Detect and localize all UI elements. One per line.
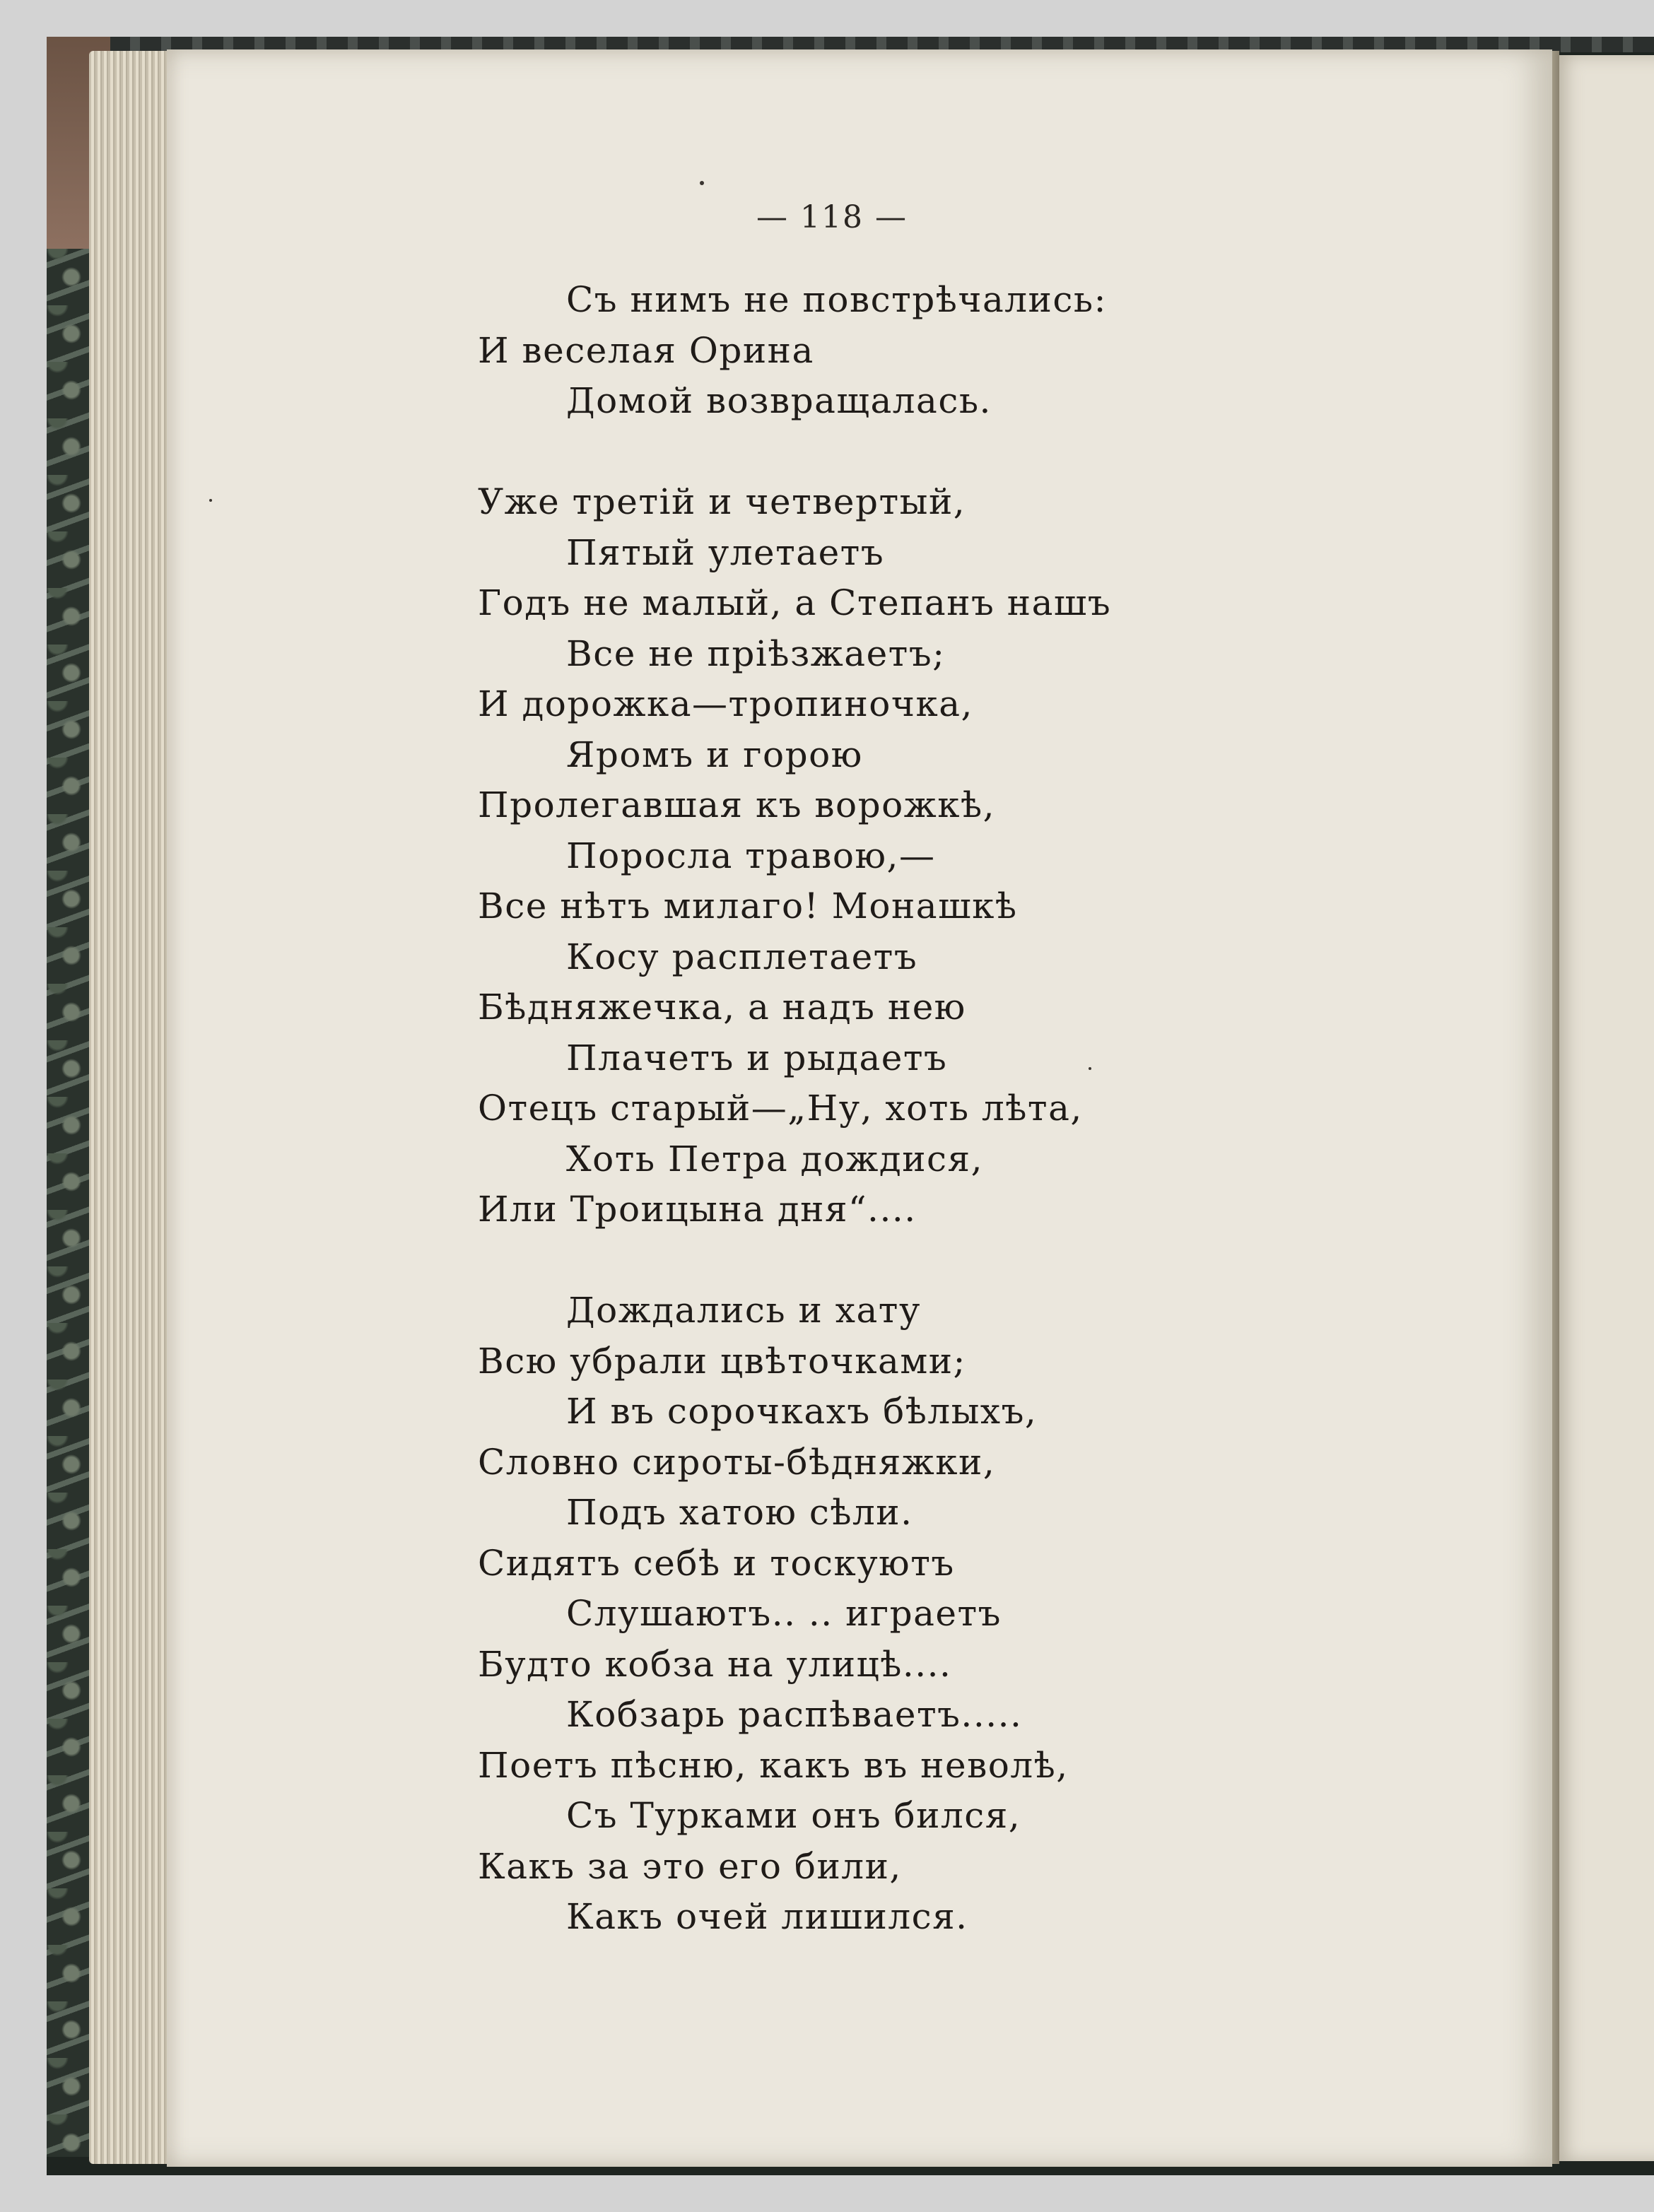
- poem-line: Сидятъ себѣ и тоскуютъ: [478, 1542, 955, 1584]
- page-number: — 118 —: [756, 199, 908, 235]
- poem-line: Хоть Петра дождися,: [566, 1138, 983, 1179]
- ink-speck: [700, 181, 704, 185]
- poem-line: Съ Турками онъ бился,: [566, 1795, 1021, 1836]
- poem-line: Дождались и хату: [566, 1290, 921, 1331]
- poem-line: Пятый улетаетъ: [566, 531, 885, 573]
- poem-line: Будто кобза на улицѣ....: [478, 1643, 952, 1685]
- poem-line: Косу расплетаетъ: [566, 936, 918, 977]
- poem-line: И дорожка—тропиночка,: [478, 683, 973, 724]
- page-edges: [89, 51, 174, 2164]
- poem-line: И въ сорочкахъ бѣлыхъ,: [566, 1391, 1038, 1432]
- poem-line: Пролегавшая къ ворожкѣ,: [478, 784, 996, 825]
- poem-line: Все нѣтъ милаго! Монашкѣ: [478, 886, 1018, 926]
- poem-line: Подъ хатою сѣли.: [566, 1492, 913, 1533]
- poem-line: Бѣдняжечка, а надъ нею: [478, 987, 966, 1028]
- poem-line: Какъ очей лишился.: [566, 1896, 968, 1937]
- poem-line: Всю убрали цвѣточками;: [478, 1340, 966, 1382]
- poem-line: Домой возвращалась.: [566, 380, 992, 421]
- poem-line: Все не пріѣзжаетъ;: [566, 633, 946, 674]
- poem-line: Отецъ старый—„Ну, хоть лѣта,: [478, 1088, 1083, 1129]
- poem-line: Поросла травою,—: [566, 835, 936, 876]
- ink-speck: [1089, 1067, 1091, 1070]
- poem-line: Кобзарь распѣваетъ.....: [566, 1694, 1023, 1735]
- poem-line: Яромъ и горою: [566, 734, 863, 775]
- poem-line: Поетъ пѣсню, какъ въ неволѣ,: [478, 1744, 1069, 1786]
- poem-line: Плачетъ и рыдаетъ: [566, 1037, 948, 1078]
- poem-line: Слушаютъ.. .. играетъ: [566, 1593, 1002, 1634]
- poem-line: Словно сироты-бѣдняжки,: [478, 1441, 996, 1483]
- poem-line: Или Троицына дня“....: [478, 1189, 917, 1230]
- poem-line: Съ нимъ не повстрѣчались:: [566, 279, 1107, 320]
- poem-line: Годъ не малый, а Степанъ нашъ: [478, 582, 1112, 623]
- ink-speck: [209, 499, 212, 502]
- facing-page: [1554, 55, 1654, 2161]
- poem-line: И веселая Орина: [478, 329, 814, 371]
- poem-line: Какъ за это его били,: [478, 1845, 902, 1887]
- poem-line: Уже третій и четвертый,: [478, 481, 966, 522]
